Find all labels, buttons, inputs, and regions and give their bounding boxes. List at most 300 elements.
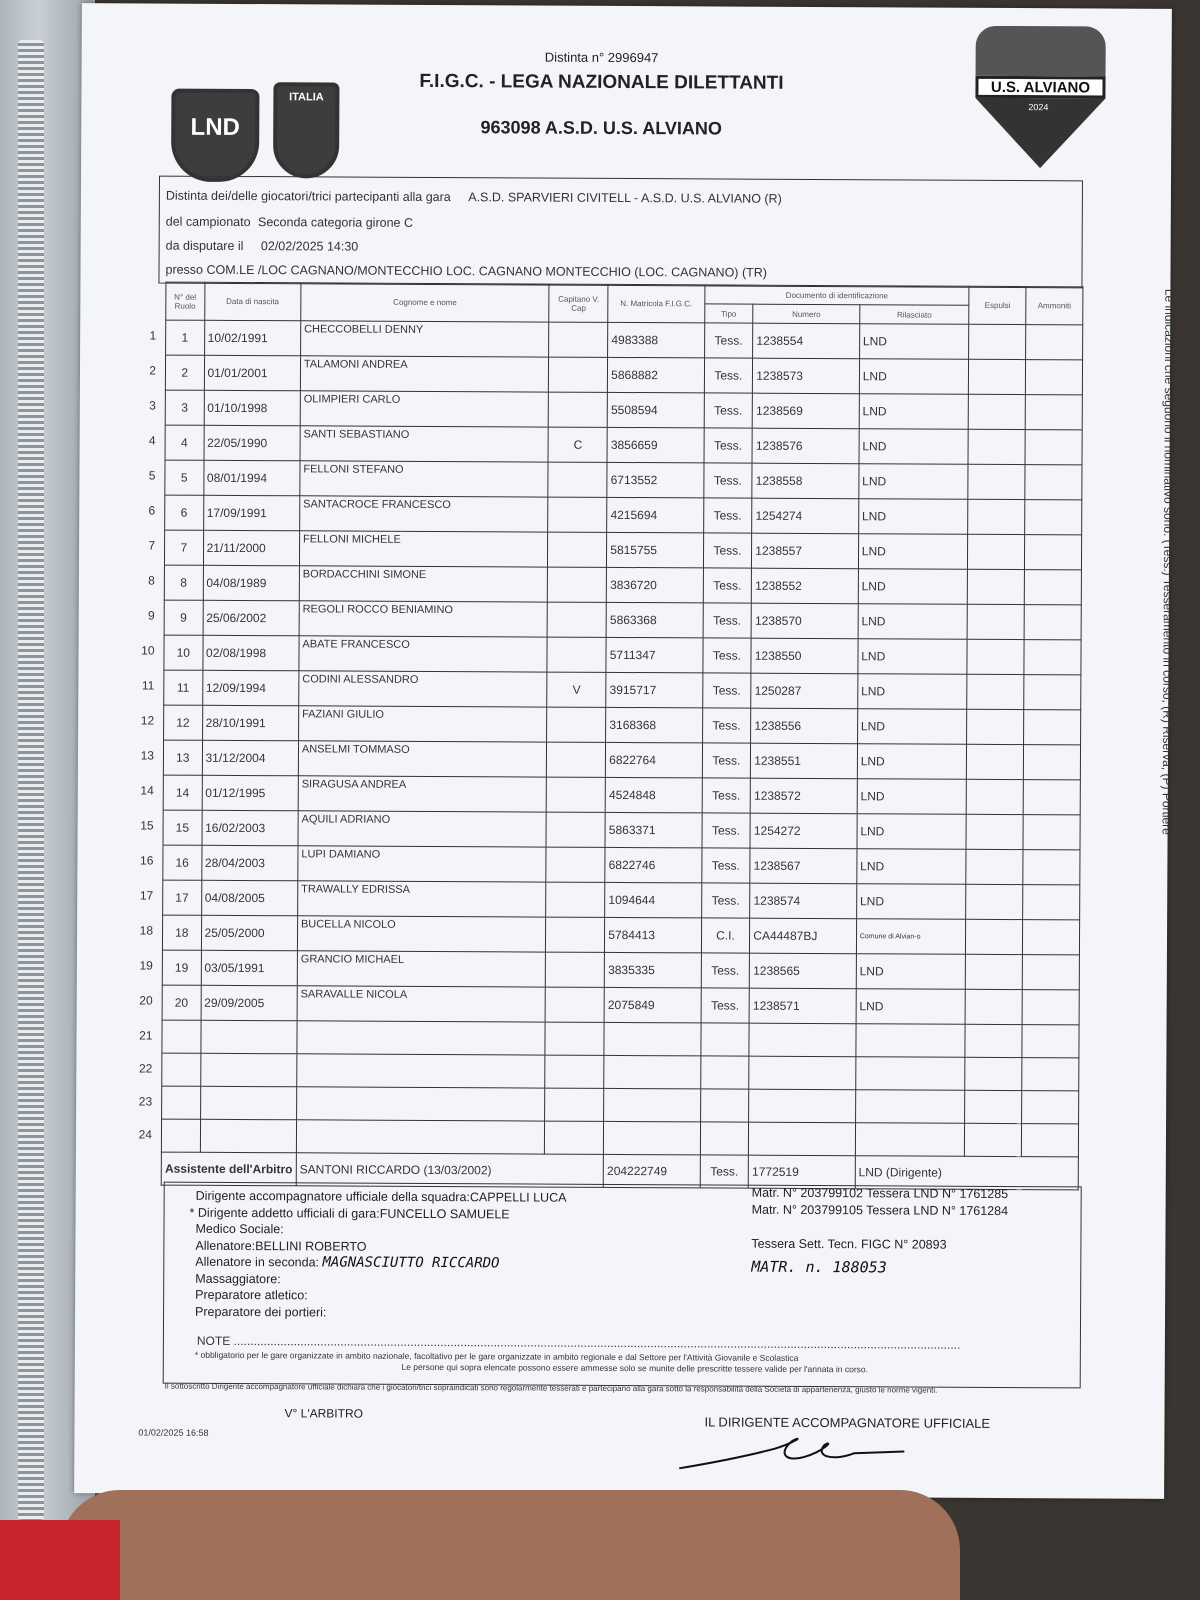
dirigente-signature-label: IL DIRIGENTE ACCOMPAGNATORE UFFICIALE xyxy=(704,1414,991,1431)
cell-ruolo: 4 xyxy=(165,425,204,460)
cell-empty xyxy=(296,1120,545,1154)
cell-cap xyxy=(548,497,607,532)
cell-cap xyxy=(547,742,606,777)
cell-nome: TALAMONI ANDREA xyxy=(300,356,549,392)
cell-ruolo: 11 xyxy=(164,670,203,705)
cell-nascita: 29/09/2005 xyxy=(201,985,298,1021)
row-number: 22 xyxy=(138,1061,153,1076)
cell-nome: SIRAGUSA ANDREA xyxy=(298,776,547,812)
cell-nascita: 04/08/2005 xyxy=(201,880,298,916)
cell-nome: GRANCIO MICHAEL xyxy=(297,951,546,987)
championship-value: Seconda categoria girone C xyxy=(257,215,414,230)
cell-ril: LND xyxy=(857,779,967,815)
cell-ril: LND xyxy=(856,989,966,1025)
cell-empty xyxy=(604,1121,701,1155)
col-tipo: Tipo xyxy=(704,304,753,323)
cell-matricola: 6822764 xyxy=(606,742,703,778)
cell-matricola: 3856659 xyxy=(607,427,704,463)
cell-empty xyxy=(749,1122,856,1156)
table-row xyxy=(163,880,1080,920)
cell-numero: 1238554 xyxy=(753,323,860,359)
row-number: 15 xyxy=(140,818,154,833)
col-capitano: Capitano V. Cap xyxy=(549,284,608,322)
cell-nome: BUCELLA NICOLO xyxy=(297,916,546,952)
cell-ruolo: 13 xyxy=(163,740,202,775)
cell-empty xyxy=(545,1088,604,1121)
allenatore: Allenatore:BELLINI ROBERTO xyxy=(195,1238,367,1254)
cell-ruolo: 10 xyxy=(164,635,203,670)
cell-nome: REGOLI ROCCO BENIAMINO xyxy=(299,601,548,637)
cell-ruolo: 19 xyxy=(162,950,201,985)
cell-ril: LND xyxy=(857,814,967,850)
cell-cap xyxy=(547,707,606,742)
cell-empty xyxy=(700,1122,749,1155)
championship-label: del campionato xyxy=(165,214,251,230)
cell-empty xyxy=(200,1020,297,1054)
cell-numero: 1238550 xyxy=(751,638,858,674)
row-number: 3 xyxy=(149,398,156,413)
cell-empty xyxy=(1025,500,1082,535)
cell-cap: V xyxy=(547,672,606,707)
sleeve xyxy=(0,1520,120,1600)
col-nascita: Data di nascita xyxy=(204,282,301,321)
cell-tipo: Tess. xyxy=(703,463,752,498)
table-row xyxy=(164,635,1081,675)
preparatore-atletico: Preparatore atletico: xyxy=(195,1287,308,1303)
cell-empty xyxy=(856,1057,966,1091)
cell-empty xyxy=(1024,640,1081,675)
print-timestamp: 01/02/2025 16:58 xyxy=(138,1427,209,1438)
cell-empty xyxy=(1025,395,1082,430)
cell-tipo: Tess. xyxy=(703,568,752,603)
cell-nascita: 03/05/1991 xyxy=(201,950,298,986)
col-ammoniti: Ammoniti xyxy=(1026,287,1083,325)
cell-ril: LND xyxy=(857,709,967,745)
row-number: 18 xyxy=(139,923,154,938)
cell-numero: 1238556 xyxy=(751,708,858,744)
cell-ruolo: 17 xyxy=(163,880,202,915)
cell-numero: 1238571 xyxy=(749,988,856,1024)
cell-empty xyxy=(604,1088,701,1122)
cell-numero: 1238570 xyxy=(751,603,858,639)
cell-empty xyxy=(966,849,1023,884)
row-number: 13 xyxy=(140,748,155,763)
cell-empty xyxy=(1022,1058,1079,1091)
cell-empty xyxy=(1022,1025,1079,1058)
cell-nome: FELLONI MICHELE xyxy=(299,531,548,567)
dirigente-addetto: * Dirigente addetto ufficiali di gara:FUNCELLO SAMUELE xyxy=(189,1205,510,1221)
table-row xyxy=(165,425,1082,465)
cell-tipo: Tess. xyxy=(703,638,752,673)
cell-cap xyxy=(548,462,607,497)
massaggiatore: Massaggiatore: xyxy=(195,1271,281,1286)
hand xyxy=(60,1490,960,1600)
cell-ruolo: 16 xyxy=(163,845,202,880)
cell-matricola: 5508594 xyxy=(607,392,704,428)
staff-right xyxy=(751,1185,1008,1276)
match-info-box xyxy=(158,176,1083,289)
table-row xyxy=(164,530,1081,570)
document-page xyxy=(74,3,1177,1499)
table-row xyxy=(164,670,1081,710)
table-row xyxy=(165,390,1082,430)
cell-tipo: Tess. xyxy=(701,848,750,883)
cell-empty xyxy=(1025,430,1082,465)
cell-tipo: Tess. xyxy=(702,813,751,848)
cell-cap xyxy=(546,917,605,952)
header-title: F.I.G.C. - LEGA NAZIONALE DILETTANTI xyxy=(419,70,784,94)
row-number: 23 xyxy=(138,1094,153,1109)
cell-empty xyxy=(162,1020,201,1053)
cell-tipo: Tess. xyxy=(701,883,750,918)
row-number: 2 xyxy=(149,363,157,378)
cell-empty xyxy=(967,674,1024,709)
cell-nascita: 08/01/1994 xyxy=(203,460,300,496)
cell-matricola: 1094644 xyxy=(605,882,702,918)
cell-empty xyxy=(968,499,1025,534)
cell-empty xyxy=(967,639,1024,674)
cell-empty xyxy=(966,954,1023,989)
cell-matricola: 4215694 xyxy=(607,497,704,533)
allenatore-seconda-handwritten: MAGNASCIUTTO RICCARDO xyxy=(322,1254,500,1272)
cell-numero: 1238558 xyxy=(752,463,859,499)
cell-nascita: 16/02/2003 xyxy=(202,810,299,846)
cell-empty xyxy=(1024,605,1081,640)
signature xyxy=(674,1426,914,1477)
cell-nascita: 28/10/1991 xyxy=(202,705,299,741)
cell-numero: CA44487BJ xyxy=(750,918,857,954)
cell-tipo: Tess. xyxy=(702,673,751,708)
row-number: 6 xyxy=(148,503,156,518)
cell-nome: SANTACROCE FRANCESCO xyxy=(300,496,549,532)
club-logo xyxy=(975,26,1106,177)
cell-empty xyxy=(700,1023,749,1056)
allenatore-seconda: Allenatore in seconda: xyxy=(195,1254,320,1270)
cell-empty xyxy=(161,1119,200,1152)
cell-empty xyxy=(297,1021,546,1055)
cell-ruolo: 18 xyxy=(162,915,201,950)
cell-tipo: C.I. xyxy=(701,918,750,953)
cell-nascita: 21/11/2000 xyxy=(203,530,300,566)
cell-nome: ABATE FRANCESCO xyxy=(299,636,548,672)
cell-empty xyxy=(968,534,1025,569)
cell-nome: LUPI DAMIANO xyxy=(298,846,547,882)
cell-tipo: Tess. xyxy=(703,498,752,533)
cell-numero: 1238567 xyxy=(750,848,857,884)
cell-matricola: 3836720 xyxy=(607,567,704,603)
cell-numero: 1254272 xyxy=(750,813,857,849)
col-documento: Documento di identificazione xyxy=(704,285,969,305)
cell-nome: TRAWALLY EDRISSA xyxy=(298,881,547,917)
cell-matricola: 5815755 xyxy=(607,532,704,568)
cell-empty xyxy=(1025,465,1082,500)
cell-numero: 1238573 xyxy=(753,358,860,394)
cell-nome: OLIMPIERI CARLO xyxy=(300,391,549,427)
cell-empty xyxy=(1023,815,1080,850)
cell-tipo: Tess. xyxy=(701,953,750,988)
table-row xyxy=(164,600,1081,640)
cell-empty xyxy=(200,1086,297,1120)
italia-logo: ITALIA xyxy=(273,82,340,178)
date-value: 02/02/2025 14:30 xyxy=(260,239,359,254)
cell-ril: LND xyxy=(858,604,968,640)
cell-nome: AQUILI ADRIANO xyxy=(298,811,547,847)
side-note: Le indicazioni che seguono il nominativo sono: (Tess.) Tesseramento in corso, (R) Riserva, (P) Portiere xyxy=(1159,288,1177,835)
cell-empty xyxy=(297,1054,546,1088)
cell-nascita: 01/12/1995 xyxy=(202,775,299,811)
row-number: 4 xyxy=(148,433,156,448)
cell-empty xyxy=(604,1055,701,1089)
cell-matricola: 5784413 xyxy=(605,917,702,953)
cell-nome: FELLONI STEFANO xyxy=(300,461,549,497)
row-number: 21 xyxy=(139,1028,153,1043)
cell-numero: 1238572 xyxy=(750,778,857,814)
cell-ruolo: 1 xyxy=(166,320,205,355)
distinta-number: Distinta n° 2996947 xyxy=(544,49,659,66)
cell-matricola: 5868882 xyxy=(608,357,705,393)
table-row xyxy=(165,355,1082,395)
cell-nascita: 01/01/2001 xyxy=(204,355,301,391)
cell-matricola: 5711347 xyxy=(606,637,703,673)
col-numero: Numero xyxy=(753,304,860,324)
cell-empty xyxy=(1023,745,1080,780)
assistant-name: SANTONI RICCARDO (13/03/2002) xyxy=(296,1153,604,1188)
cell-empty xyxy=(604,1022,701,1056)
cell-empty xyxy=(969,394,1026,429)
cell-cap xyxy=(548,602,607,637)
cell-cap xyxy=(546,812,605,847)
table-row xyxy=(166,320,1083,360)
cell-nome: CHECCOBELLI DENNY xyxy=(300,321,549,357)
cell-matricola: 5863371 xyxy=(605,812,702,848)
cell-tipo: Tess. xyxy=(703,603,752,638)
cell-empty xyxy=(969,359,1026,394)
cell-empty xyxy=(545,1121,604,1154)
cell-cap: C xyxy=(548,427,607,462)
footnote2: Le persone qui sopra elencate possono essere ammesse solo se munite delle prescritte tessere valide per l'annata in corso. xyxy=(401,1361,869,1375)
medico: Medico Sociale: xyxy=(195,1221,284,1237)
lnd-logo: LND xyxy=(171,89,259,182)
table-row xyxy=(164,705,1081,745)
cell-ril: LND xyxy=(859,324,969,360)
cell-ruolo: 2 xyxy=(165,355,204,390)
cell-nascita: 28/04/2003 xyxy=(201,845,298,881)
cell-cap xyxy=(546,847,605,882)
club-logo-name: U.S. ALVIANO xyxy=(975,76,1105,99)
cell-matricola: 3168368 xyxy=(606,707,703,743)
cell-empty xyxy=(296,1087,545,1121)
cell-empty xyxy=(1025,360,1082,395)
tessera-tecn: Tessera Sett. Tecn. FIGC N° 20893 xyxy=(751,1236,947,1252)
cell-tipo: Tess. xyxy=(704,358,753,393)
cell-ruolo: 14 xyxy=(163,775,202,810)
cell-matricola: 4983388 xyxy=(608,322,705,358)
cell-nome: ANSELMI TOMMASO xyxy=(298,741,547,777)
cell-ril: LND xyxy=(859,394,969,430)
footnote1: * obbligatorio per le gare organizzate in ambito nazionale, facoltativo per le gare organizzate in ambito regionale e dal Settore per l'Attività Giovanile e Scolastica xyxy=(194,1349,799,1363)
cell-tipo: Tess. xyxy=(704,428,753,463)
cell-empty xyxy=(545,1055,604,1088)
table-row xyxy=(164,565,1081,605)
cell-empty xyxy=(200,1119,297,1153)
cell-nascita: 01/10/1998 xyxy=(204,390,301,426)
cell-empty xyxy=(1023,780,1080,815)
cell-ril: LND xyxy=(858,499,968,535)
binder-spiral xyxy=(18,40,44,1520)
row-number: 5 xyxy=(148,468,156,483)
cell-empty xyxy=(967,709,1024,744)
cell-tipo: Tess. xyxy=(702,743,751,778)
cell-empty xyxy=(749,1056,856,1090)
cell-numero: 1238552 xyxy=(752,568,859,604)
cell-matricola: 5863368 xyxy=(606,602,703,638)
cell-tipo: Tess. xyxy=(703,533,752,568)
cell-empty xyxy=(855,1090,965,1124)
table-row-empty xyxy=(162,1086,1079,1124)
cell-ril: LND xyxy=(857,849,967,885)
cell-ril: LND xyxy=(859,429,969,465)
cell-empty xyxy=(162,1086,201,1119)
cell-empty xyxy=(969,324,1026,359)
col-nome: Cognome e nome xyxy=(301,283,550,322)
cell-empty xyxy=(968,429,1025,464)
table-row xyxy=(163,775,1080,815)
cell-nascita: 22/05/1990 xyxy=(204,425,301,461)
cell-empty xyxy=(1022,1091,1079,1124)
cell-empty xyxy=(1025,535,1082,570)
cell-ril: LND xyxy=(859,359,969,395)
cell-cap xyxy=(546,952,605,987)
cell-cap xyxy=(547,637,606,672)
cell-matricola: 6822746 xyxy=(605,847,702,883)
cell-empty xyxy=(967,744,1024,779)
cell-cap xyxy=(549,357,608,392)
cell-empty xyxy=(1023,920,1080,955)
assistant-tipo: Tess. xyxy=(700,1155,749,1188)
cell-matricola: 3915717 xyxy=(606,672,703,708)
cell-empty xyxy=(855,1123,965,1157)
cell-matricola: 4524848 xyxy=(605,777,702,813)
cell-empty xyxy=(966,814,1023,849)
table-row xyxy=(162,985,1079,1025)
cell-nascita: 02/08/1998 xyxy=(202,635,299,671)
row-number: 8 xyxy=(148,573,155,588)
cell-matricola: 2075849 xyxy=(604,987,701,1023)
cell-nome: SANTI SEBASTIANO xyxy=(300,426,549,462)
cell-ruolo: 15 xyxy=(163,810,202,845)
table-row-empty xyxy=(162,1053,1079,1091)
cell-matricola: 6713552 xyxy=(607,462,704,498)
cell-matricola: 3835335 xyxy=(604,952,701,988)
cell-empty xyxy=(162,1053,201,1086)
row-number: 9 xyxy=(147,608,155,623)
cell-empty xyxy=(967,604,1024,639)
cell-empty xyxy=(545,1022,604,1055)
cell-ril: LND xyxy=(858,674,968,710)
cell-nascita: 25/05/2000 xyxy=(201,915,298,951)
cell-tipo: Tess. xyxy=(702,778,751,813)
cell-cap xyxy=(547,777,606,812)
match-label: Distinta dei/delle giocatori/trici partecipanti alla gara xyxy=(165,188,451,205)
cell-ruolo: 6 xyxy=(165,495,204,530)
cell-nome: SARAVALLE NICOLA xyxy=(297,986,546,1022)
cell-cap xyxy=(548,567,607,602)
arbitro-label: V° L'ARBITRO xyxy=(284,1406,364,1421)
header-subtitle: 963098 A.S.D. U.S. ALVIANO xyxy=(480,117,723,139)
row-number: 19 xyxy=(139,958,153,973)
preparatore-portieri: Preparatore dei portieri: xyxy=(195,1304,327,1319)
cell-ruolo: 12 xyxy=(164,705,203,740)
table-row xyxy=(162,950,1079,990)
match-teams: A.S.D. SPARVIERI CIVITELL - A.S.D. U.S. ALVIANO (R) xyxy=(468,190,782,206)
col-rilasciato: Rilasciato xyxy=(860,305,970,325)
cell-ril: Comune di Alvian-o xyxy=(856,919,966,955)
cell-cap xyxy=(546,882,605,917)
cell-nascita: 12/09/1994 xyxy=(202,670,299,706)
cell-ril: LND xyxy=(857,744,967,780)
assistant-label: Assistente dell'Arbitro xyxy=(161,1152,296,1186)
table-row xyxy=(165,460,1082,500)
venue: presso COM.LE /LOC CAGNANO/MONTECCHIO LOC. CAGNANO MONTECCHIO (LOC. CAGNANO) (TR) xyxy=(165,262,767,280)
cell-ruolo: 3 xyxy=(165,390,204,425)
table-row xyxy=(163,740,1080,780)
cell-numero: 1238574 xyxy=(750,883,857,919)
cell-numero: 1238569 xyxy=(752,393,859,429)
cell-ril: LND xyxy=(859,464,969,500)
cell-ruolo: 7 xyxy=(164,530,203,565)
cell-tipo: Tess. xyxy=(704,323,753,358)
table-row-empty xyxy=(161,1119,1078,1157)
row-number: 7 xyxy=(148,538,156,553)
col-espulsi: Espulsi xyxy=(969,286,1026,324)
matr2: Matr. N° 203799105 Tessera LND N° 1761284 xyxy=(751,1202,1009,1218)
cell-empty xyxy=(966,919,1023,954)
row-number: 1 xyxy=(149,328,157,343)
matr-handwritten: MATR. n. 188053 xyxy=(751,1257,887,1276)
cell-ruolo: 5 xyxy=(165,460,204,495)
club-logo-year: 2024 xyxy=(1028,102,1049,113)
cell-empty xyxy=(965,1024,1022,1057)
cell-empty xyxy=(968,569,1025,604)
cell-empty xyxy=(1022,955,1079,990)
cell-ruolo: 9 xyxy=(164,600,203,635)
cell-tipo: Tess. xyxy=(704,393,753,428)
cell-ril: LND xyxy=(856,884,966,920)
cell-empty xyxy=(749,1023,856,1057)
table-row xyxy=(165,495,1082,535)
cell-cap xyxy=(548,532,607,567)
cell-empty xyxy=(967,779,1024,814)
cell-tipo: Tess. xyxy=(701,988,750,1023)
cell-empty xyxy=(200,1053,297,1087)
cell-nome: FAZIANI GIULIO xyxy=(298,706,547,742)
assistant-ril: LND (Dirigente) xyxy=(855,1156,1078,1190)
col-ruolo: N° del Ruolo xyxy=(166,282,205,320)
cell-numero: 1238576 xyxy=(752,428,859,464)
table-row-empty xyxy=(162,1020,1079,1058)
matr1: Matr. N° 203799102 Tessera LND N° 1761285 xyxy=(751,1185,1009,1202)
players-table xyxy=(161,282,1084,1191)
row-number: 24 xyxy=(138,1127,153,1142)
cell-numero: 1250287 xyxy=(751,673,858,709)
cell-numero: 1238557 xyxy=(752,533,859,569)
cell-empty xyxy=(1024,710,1081,745)
cell-cap xyxy=(549,322,608,357)
declaration: Il sottoscritto Dirigente accompagnatore ufficiale dichiara che i giocatori/trici sopraindicati sono regolarmente tesserati e partecipano alla gara sotto la responsabilità della Società di appartenenza, giusto le norme vigenti. xyxy=(164,1381,938,1395)
row-number: 11 xyxy=(141,678,155,693)
table-row xyxy=(163,810,1080,850)
cell-empty xyxy=(1022,1124,1079,1157)
